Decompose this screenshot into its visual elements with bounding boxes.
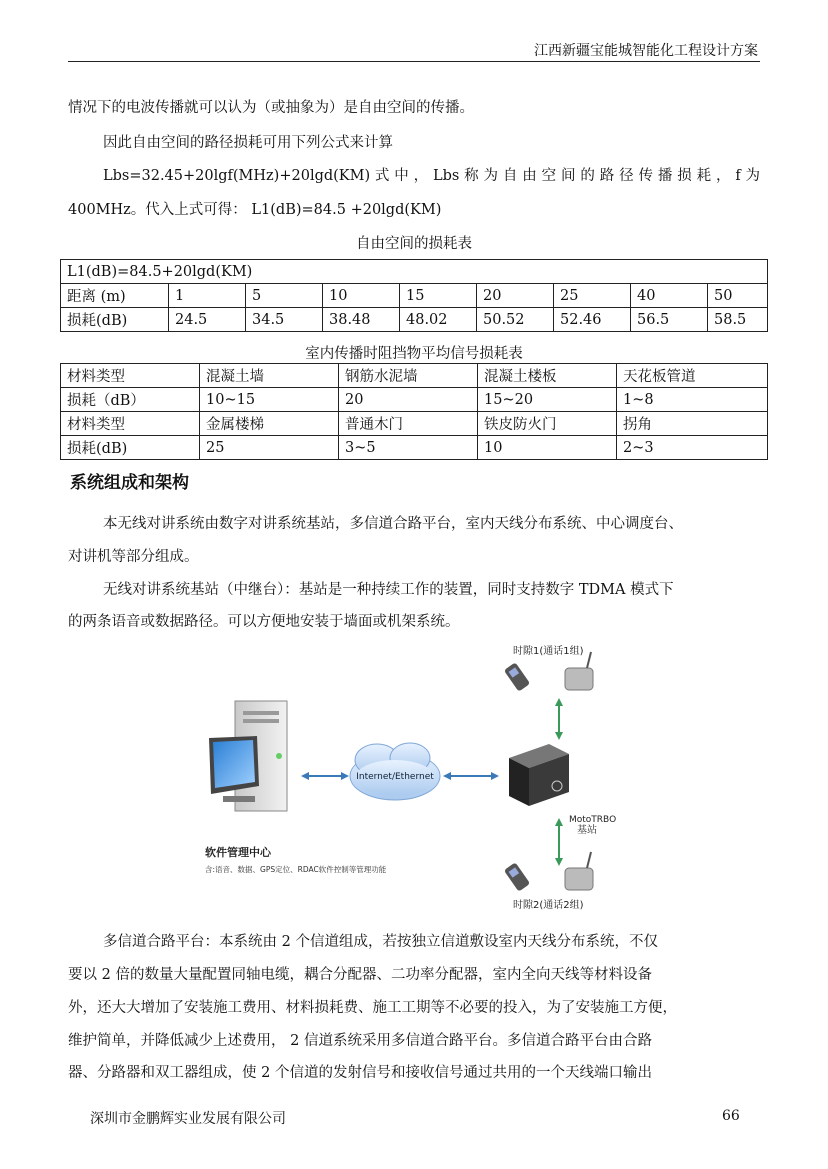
table2-cell: 15~20 [478,388,617,412]
table2-cell: 3~5 [339,436,478,460]
slot2-label: 时隙2(通话2组) [513,900,584,911]
paragraph-line: 维护简单，并降低减少上述费用， 2 信道系统采用多信道合路平台。多信道合路平台由合路 [68,1033,652,1049]
header-rule [68,61,760,62]
table2-cell: 天花板管道 [617,364,768,388]
table2-cell: 材料类型 [61,364,200,388]
paragraph-line: 多信道合路平台：本系统由 2 个信道组成，若按独立信道敷设室内天线分布系统，不仅 [103,934,658,950]
table2-cell: 混凝土楼板 [478,364,617,388]
table1-cell: 58.5 [708,308,768,332]
table1-cell: 50 [708,284,768,308]
table2-cell: 材料类型 [61,412,200,436]
paragraph-line: 器、分路器和双工器组成，使 2 个信道的发射信号和接收信号通过共用的一个天线端口输出 [68,1065,652,1081]
center-description: 含:语音、数据、GPS定位、RDAC软件控制等管理功能 [205,865,387,874]
station-sublabel: 基站 [577,825,597,836]
table2-cell: 损耗（dB） [61,388,200,412]
paragraph-line: 的两条语音或数据路径。可以方便地安装于墙面或机架系统。 [68,614,460,630]
station-label: MotoTRBO [569,815,617,825]
arrow-icon [555,698,563,740]
table2-cell: 普通木门 [339,412,478,436]
slot1-label: 时隙1(通话1组) [513,646,584,657]
table1-cell: 10 [323,284,400,308]
paragraph-line: 无线对讲系统基站（中继台）：基站是一种持续工作的装置，同时支持数字 TDMA 模式下 [103,582,674,598]
paragraph-line: 情况下的电波传播就可以认为（或抽象为）是自由空间的传播。 [68,100,474,116]
table1-cell: 34.5 [246,308,323,332]
table2-cell: 20 [339,388,478,412]
table2-caption: 室内传播时阻挡物平均信号损耗表 [305,346,523,362]
table1-distance-label: 距离 (m) [61,284,169,308]
table2-cell: 25 [200,436,339,460]
table2-cell: 铁皮防火门 [478,412,617,436]
table1-cell: 38.48 [323,308,400,332]
indoor-obstacle-loss-table [60,363,768,460]
formula-line: Lbs=32.45+20lgf(MHz)+20lgd(KM) 式 中 ， Lbs 称 为 自 由 空 间 的 路 径 传 播 损 耗 ， f 为 [103,168,760,184]
table2-cell: 拐角 [617,412,768,436]
table1-cell: 25 [554,284,631,308]
table2-cell: 2~3 [617,436,768,460]
formula-result-line: 400MHz。代入上式可得： L1(dB)=84.5 +20lgd(KM) [68,202,442,218]
computer-icon [209,701,287,811]
table2-cell: 损耗(dB) [61,436,200,460]
cloud-label: Internet/Ethernet [356,772,434,782]
table1-cell: 24.5 [169,308,246,332]
paragraph-line: 外，还大大增加了安装施工费用、材料损耗费、施工工期等不必要的投入，为了安装施工方便， [68,1000,677,1016]
table1-loss-label: 损耗(dB) [61,308,169,332]
base-station-icon [509,744,569,806]
repeater-icon [565,652,593,690]
table1-formula: L1(dB)=84.5+20lgd(KM) [61,260,768,284]
paragraph-line: 要以 2 倍的数量大量配置同轴电缆，耦合分配器、二功率分配器，室内全向天线等材料设备 [68,967,652,983]
handheld-radio-icon [504,862,530,891]
paragraph-line: 对讲机等部分组成。 [68,549,199,565]
table1-cell: 56.5 [631,308,708,332]
table-row [61,388,768,412]
table1-cell: 15 [400,284,477,308]
table-row [61,412,768,436]
table2-cell: 10 [478,436,617,460]
table-row [61,284,768,308]
table2-cell: 金属楼梯 [200,412,339,436]
table1-caption: 自由空间的损耗表 [356,236,472,252]
table2-cell: 钢筋水泥墙 [339,364,478,388]
table1-cell: 1 [169,284,246,308]
header-title: 江西新疆宝能城智能化工程设计方案 [534,43,758,59]
table1-cell: 40 [631,284,708,308]
table2-cell: 1~8 [617,388,768,412]
paragraph-line: 本无线对讲系统由数字对讲系统基站，多信道合路平台，室内天线分布系统、中心调度台、 [103,516,683,532]
arrow-icon [301,772,349,780]
footer-company: 深圳市金鹏辉实业发展有限公司 [90,1111,286,1127]
table1-cell: 50.52 [477,308,554,332]
section-heading: 系统组成和架构 [70,473,189,493]
center-label: 软件管理中心 [205,846,271,859]
table-row [61,436,768,460]
table1-cell: 52.46 [554,308,631,332]
table-row [61,308,768,332]
table2-cell: 10~15 [200,388,339,412]
table1-cell: 20 [477,284,554,308]
arrow-icon [555,818,563,866]
table1-cell: 48.02 [400,308,477,332]
arrow-icon [443,772,499,780]
table2-cell: 混凝土墙 [200,364,339,388]
handheld-radio-icon [504,662,530,691]
table-row [61,364,768,388]
free-space-loss-table [60,259,768,332]
paragraph-line: 因此自由空间的路径损耗可用下列公式来计算 [103,135,393,151]
table1-cell: 5 [246,284,323,308]
system-architecture-diagram [195,636,635,912]
page-number: 66 [722,1108,740,1124]
repeater-icon [565,852,593,890]
